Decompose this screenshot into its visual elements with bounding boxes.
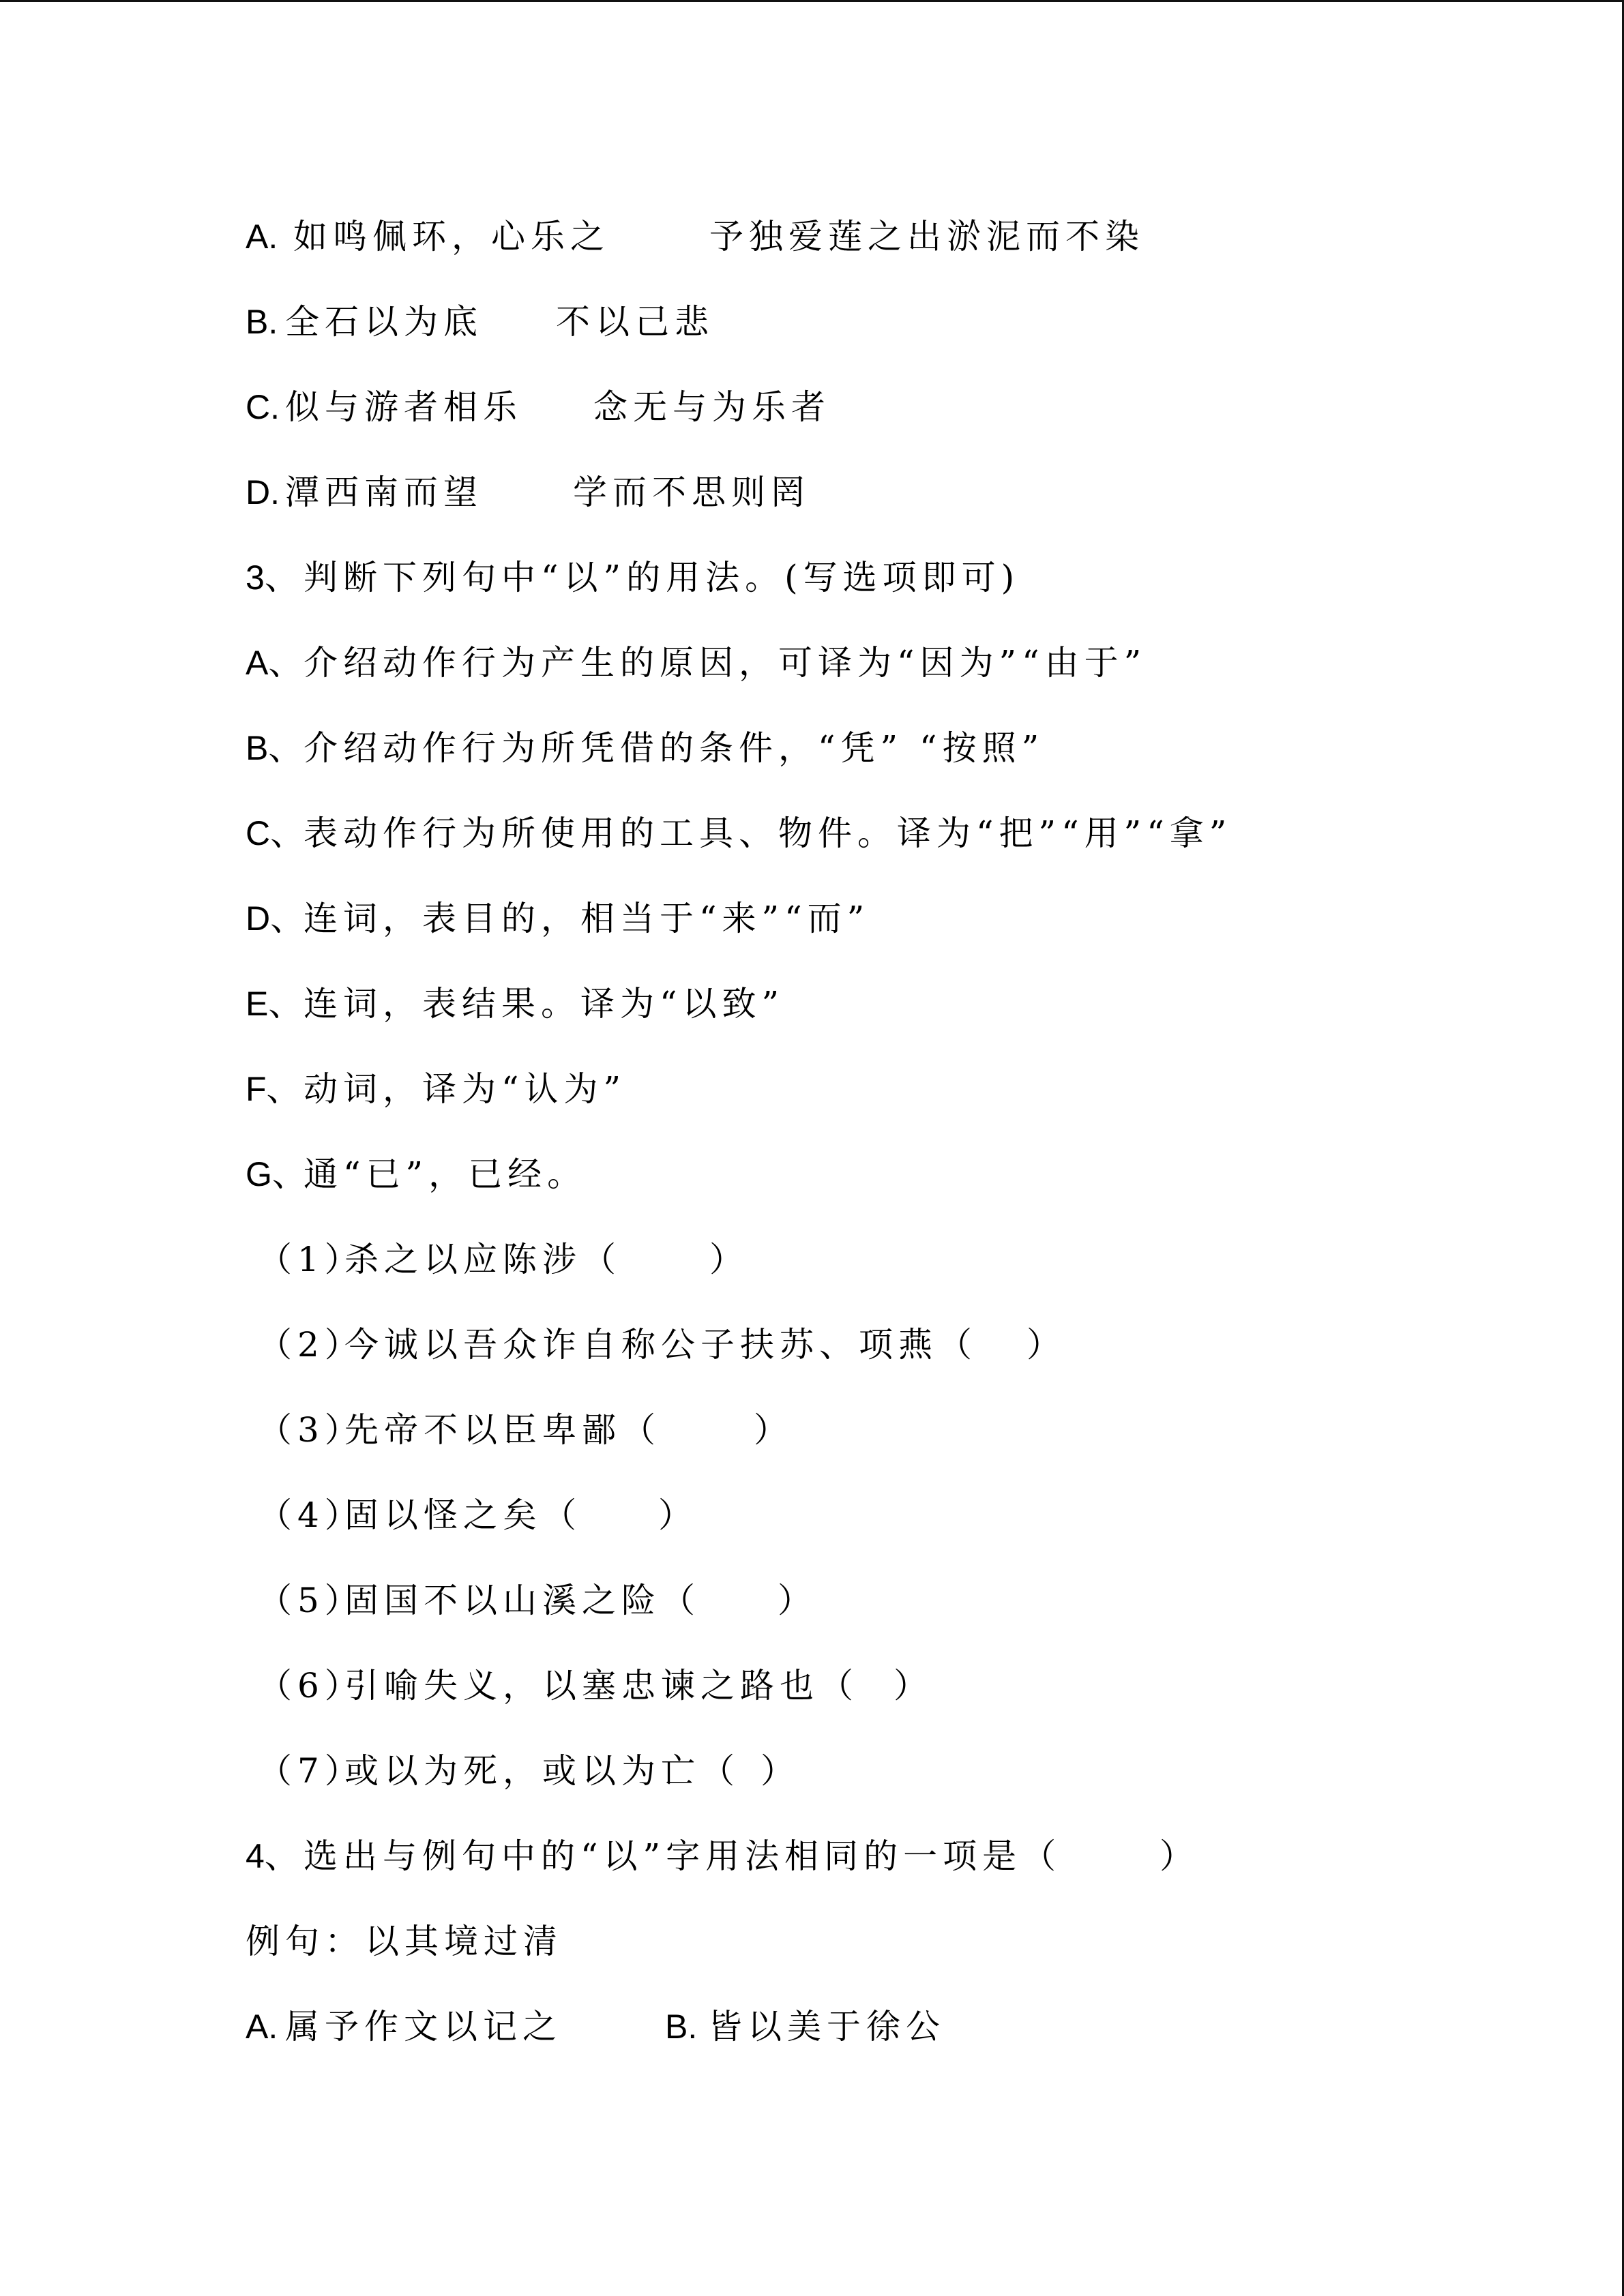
- sentence-number: （5）: [258, 1581, 364, 1620]
- option-label: B.: [665, 2008, 698, 2046]
- option-left-sentence: 似与游者相乐: [285, 387, 522, 427]
- usage-text: 动词，译为“认为”: [304, 1069, 627, 1109]
- q3-sentence-4: [0, 1491, 1624, 1539]
- q3-usage-f: [0, 1065, 1624, 1113]
- q3-usage-a: [0, 639, 1624, 687]
- usage-label: B、: [246, 729, 303, 767]
- q3-usage-g: [0, 1150, 1624, 1198]
- option-left-sentence: 如鸣佩环，心乐之: [293, 217, 610, 256]
- usage-text: 连词，表结果。译为“以致”: [304, 984, 785, 1024]
- q3-usage-d: [0, 895, 1624, 942]
- sentence-text: 固以怪之矣（: [344, 1495, 582, 1535]
- option-label: D.: [246, 473, 280, 511]
- option-label: A.: [246, 2008, 278, 2046]
- close-paren: ）: [778, 1581, 817, 1620]
- sentence-number: （2）: [258, 1325, 364, 1365]
- q2-option-b: [0, 298, 1624, 346]
- question-number: 4、: [246, 1837, 299, 1875]
- sentence-text: 固国不以山溪之险（: [344, 1581, 700, 1620]
- close-paren: ）: [1160, 1836, 1199, 1876]
- option-left-sentence: 全石以为底: [285, 302, 483, 342]
- sentence-number: （7）: [258, 1751, 364, 1791]
- option-right-sentence: 不以己悲: [556, 302, 714, 342]
- usage-text: 表动作行为所使用的工具、物件。译为“把”“用”“拿”: [304, 814, 1232, 853]
- q3-sentence-7: [0, 1747, 1624, 1795]
- q4-options: [0, 2003, 1624, 2051]
- option-label: C.: [246, 388, 280, 426]
- usage-text: 介绍动作行为产生的原因，可译为“因为”“由于”: [304, 643, 1147, 683]
- q3-prompt: [0, 554, 1624, 601]
- question-prompt: 判断下列句中“以”的用法。(写选项即可): [304, 558, 1020, 597]
- q3-sentence-1: [0, 1236, 1624, 1283]
- example-text: 以其境过清: [365, 1922, 563, 1961]
- sentence-text: 或以为死，或以为亡（: [344, 1751, 740, 1791]
- question-number: 3、: [246, 558, 299, 597]
- q3-sentence-2: [0, 1321, 1624, 1369]
- q3-sentence-6: [0, 1662, 1624, 1710]
- q2-option-a: [0, 213, 1624, 260]
- close-paren: ）: [658, 1495, 698, 1535]
- q2-option-d: [0, 468, 1624, 516]
- q2-option-c: [0, 383, 1624, 431]
- page-top-border: [0, 0, 1624, 2]
- example-label: 例句：: [246, 1922, 364, 1961]
- sentence-text: 杀之以应陈涉（: [344, 1240, 621, 1279]
- q4-example: [0, 1918, 1624, 1965]
- usage-label: F、: [246, 1070, 301, 1108]
- close-paren: ）: [761, 1751, 800, 1791]
- usage-text: 连词，表目的，相当于“来”“而”: [304, 899, 870, 938]
- option-right-sentence: 学而不思则罔: [573, 473, 810, 512]
- usage-label: A、: [246, 644, 303, 682]
- option-right-sentence: 念无与为乐者: [593, 387, 831, 427]
- q3-usage-e: [0, 980, 1624, 1028]
- usage-label: G、: [246, 1155, 306, 1193]
- option-left-sentence: 潭西南而望: [285, 473, 483, 512]
- close-paren: ）: [894, 1666, 933, 1705]
- option-text: 属予作文以记之: [285, 2007, 562, 2046]
- option-right-sentence: 予独爱莲之出淤泥而不染: [709, 217, 1145, 256]
- q3-usage-b: [0, 724, 1624, 772]
- sentence-number: （3）: [258, 1410, 364, 1450]
- sentence-text: 今诚以吾众诈自称公子扶苏、项燕（: [344, 1325, 977, 1365]
- q3-sentence-5: [0, 1577, 1624, 1624]
- q3-usage-c: [0, 809, 1624, 857]
- option-text: 皆以美于徐公: [708, 2007, 945, 2046]
- sentence-text: 引喻失义，以塞忠谏之路也（: [344, 1666, 859, 1705]
- q3-sentence-3: [0, 1406, 1624, 1454]
- q4-prompt: [0, 1832, 1624, 1880]
- usage-label: D、: [246, 899, 305, 938]
- usage-label: C、: [246, 814, 305, 852]
- close-paren: ）: [754, 1410, 793, 1450]
- sentence-number: （6）: [258, 1666, 364, 1705]
- sentence-text: 先帝不以臣卑鄙（: [344, 1410, 661, 1450]
- close-paren: ）: [709, 1240, 749, 1279]
- question-prompt: 选出与例句中的“以”字用法相同的一项是（: [304, 1836, 1062, 1876]
- option-label: B.: [246, 303, 278, 341]
- usage-label: E、: [246, 985, 303, 1023]
- sentence-number: （1）: [258, 1240, 364, 1279]
- sentence-number: （4）: [258, 1495, 364, 1535]
- usage-text: 介绍动作行为所凭借的条件，“凭” “按照”: [304, 728, 1045, 768]
- usage-text: 通“已”，已经。: [304, 1154, 587, 1194]
- close-paren: ）: [1027, 1325, 1066, 1365]
- option-label: A.: [246, 218, 278, 256]
